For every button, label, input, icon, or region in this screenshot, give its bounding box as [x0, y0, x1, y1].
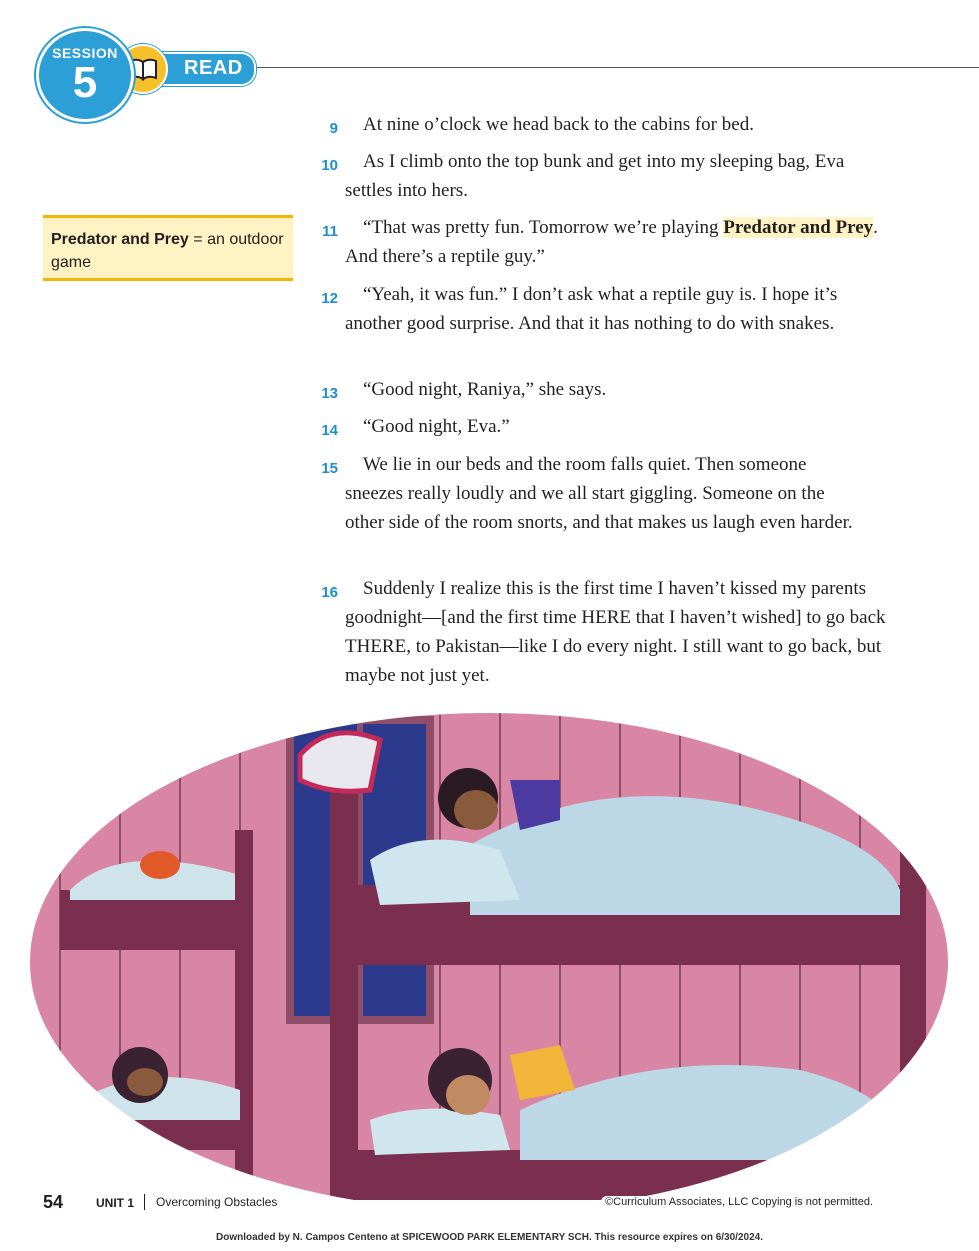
paragraph-text-after: . And there’s a reptile guy.” — [345, 217, 878, 267]
session-badge — [36, 28, 134, 122]
glossary-highlight: Predator and Prey — [723, 217, 874, 238]
unit-label: UNIT 1 — [96, 1196, 135, 1210]
paragraph-text: Suddenly I realize this is the first time I haven’t kissed my parents goodnight—[and the first time HERE that I haven’t wished] to go back THERE, to Pakistan—like I do every night. I still want to go back, but maybe not just yet. — [345, 578, 886, 686]
bunk-bed-illustration — [0, 700, 979, 1200]
paragraph-9 — [316, 110, 886, 139]
unit-separator — [144, 1194, 145, 1210]
paragraph-number: 9 — [329, 120, 338, 137]
session-label: SESSION — [52, 45, 118, 61]
session-number: 5 — [72, 58, 98, 107]
paragraph-text-before: “That was pretty fun. Tomorrow we’re playing — [363, 217, 724, 238]
footer — [0, 1190, 979, 1218]
copyright: ©Curriculum Associates, LLC Copying is not permitted. — [601, 1196, 877, 1208]
paragraph-number: 14 — [321, 422, 338, 439]
paragraph-13 — [316, 375, 886, 404]
paragraph-text: At nine o’clock we head back to the cabins for bed. — [363, 114, 754, 135]
paragraph-number: 15 — [321, 460, 338, 477]
glossary-term: Predator and Prey — [51, 231, 189, 248]
paragraph-11 — [316, 213, 886, 271]
paragraph-10 — [316, 147, 886, 205]
paragraph-text: “Good night, Raniya,” she says. — [363, 379, 607, 400]
glossary-box — [43, 215, 293, 281]
paragraph-number: 13 — [321, 385, 338, 402]
paragraph-text: “Yeah, it was fun.” I don’t ask what a reptile guy is. I hope it’s another good surprise. And that it has nothing to do with snakes. — [345, 284, 838, 334]
download-notice: Downloaded by N. Campos Centeno at SPICEWOOD PARK ELEMENTARY SCH. This resource expires on 6/30/2024. — [216, 1232, 763, 1243]
paragraph-text: “Good night, Eva.” — [363, 416, 510, 437]
unit-title: Overcoming Obstacles — [152, 1195, 281, 1209]
paragraph-text: As I climb onto the top bunk and get into my sleeping bag, Eva settles into hers. — [345, 151, 845, 201]
paragraph-14 — [316, 412, 886, 441]
paragraph-12 — [316, 280, 886, 338]
paragraph-text: We lie in our beds and the room falls quiet. Then someone sneezes really loudly and we all start giggling. Someone on the other side of the room snorts, and that makes us laugh even harder. — [345, 454, 853, 533]
header-rule — [256, 67, 979, 68]
paragraph-15 — [316, 450, 886, 537]
read-label: READ — [184, 57, 243, 79]
paragraph-number: 12 — [321, 290, 338, 307]
paragraph-number: 16 — [321, 584, 338, 601]
paragraph-16 — [316, 574, 886, 690]
page-number: 54 — [43, 1192, 64, 1212]
glossary-definition: = an outdoor game — [51, 231, 284, 271]
paragraph-text — [345, 213, 886, 271]
paragraph-number: 10 — [321, 157, 338, 174]
paragraph-number: 11 — [322, 223, 338, 240]
